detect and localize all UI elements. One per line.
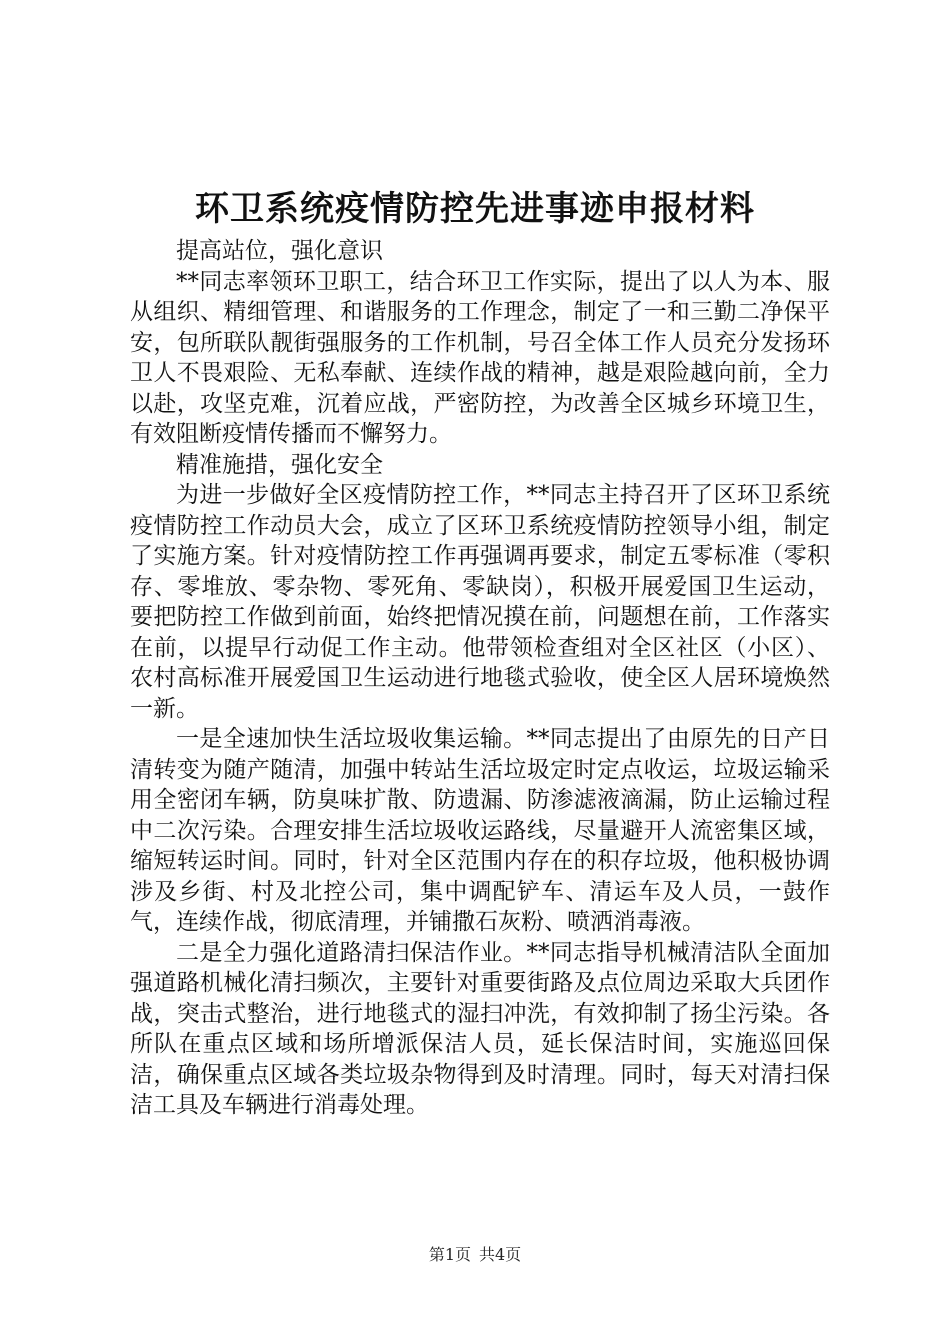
paragraph-4: 二是全力强化道路清扫保洁作业。**同志指导机械清洁队全面加强道路机械化清扫频次，主要针对重要街路及点位周边采取大兵团作战，突击式整治，进行地毯式的湿扫冲洗，有效抑制了扬尘污染。各所队在重点区域和场所增派保洁人员，延长保洁时间，实施巡回保洁，确保重点区域各类垃圾杂物得到及时清理。同时，每天对清扫保洁工具及车辆进行消毒处理。	[130, 939, 830, 1118]
section-heading-2: 精准施措，强化安全	[176, 451, 383, 478]
document-title: 环卫系统疫情防控先进事迹申报材料	[195, 189, 755, 229]
paragraph-3: 一是全速加快生活垃圾收集运输。**同志提出了由原先的日产日清转变为随产随清，加强中转站生活垃圾定时定点收运，垃圾运输采用全密闭车辆，防臭味扩散、防遗漏、防渗滤液滴漏，防止运输过程中二次污染。合理安排生活垃圾收运路线，尽量避开人流密集区域，缩短转运时间。同时，针对全区范围内存在的积存垃圾，他积极协调涉及乡街、村及北控公司，集中调配铲车、清运车及人员，一鼓作气，连续作战，彻底清理，并铺撒石灰粉、喷洒消毒液。	[130, 726, 830, 935]
paragraph-1: **同志率领环卫职工，结合环卫工作实际，提出了以人为本、服从组织、精细管理、和谐服务的工作理念，制定了一和三勤二净保平安，包所联队靓街强服务的工作机制，号召全体工作人员充分发扬环卫人不畏艰险、无私奉献、连续作战的精神，越是艰险越向前，全力以赴，攻坚克难，沉着应战，严密防控，为改善全区城乡环境卫生，有效阻断疫情传播而不懈努力。	[130, 268, 830, 447]
page-total: 共4页	[479, 1245, 522, 1264]
section-heading-1: 提高站位，强化意识	[176, 238, 383, 264]
paragraph-2: 为进一步做好全区疫情防控工作，**同志主持召开了区环卫系统疫情防控工作动员大会，成立了区环卫系统疫情防控领导小组，制定了实施方案。针对疫情防控工作再强调再要求，制定五零标准（零积存、零堆放、零杂物、零死角、零缺岗），积极开展爱国卫生运动，要把防控工作做到前面，始终把情况摸在前，问题想在前，工作落实在前，以提早行动促工作主动。他带领检查组对全区社区（小区）、农村高标准开展爱国卫生运动进行地毯式验收，使全区人居环境焕然一新。	[130, 482, 830, 722]
page-footer	[0, 1243, 950, 1267]
page-number: 第1页	[428, 1245, 471, 1264]
document-body	[130, 236, 830, 1121]
